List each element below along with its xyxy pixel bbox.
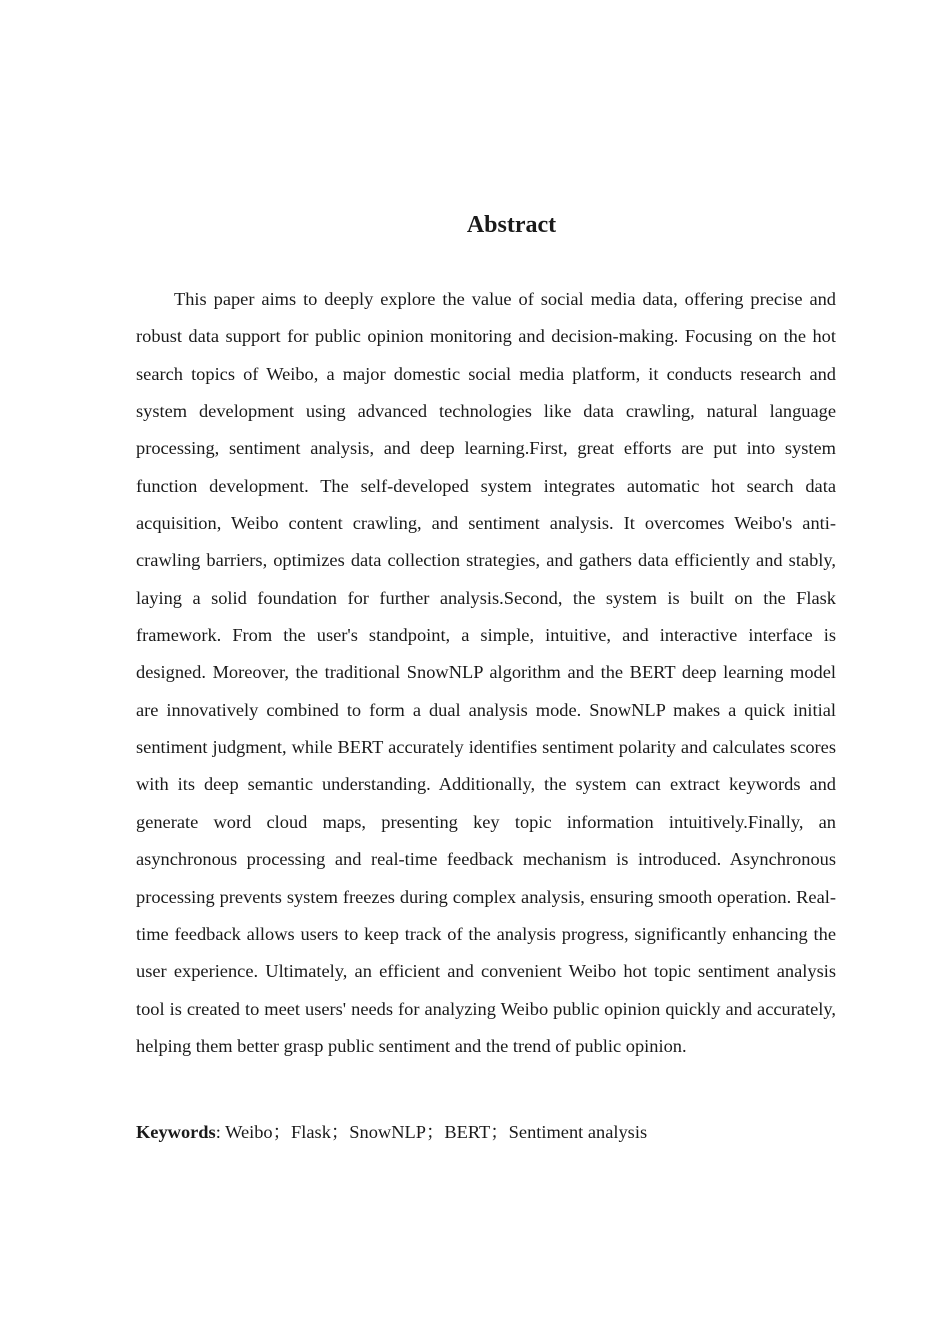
keyword-item: Weibo bbox=[225, 1122, 273, 1142]
keyword-item: Sentiment analysis bbox=[508, 1122, 648, 1142]
keywords-colon: : bbox=[215, 1122, 226, 1142]
keyword-separator: ； bbox=[330, 1122, 350, 1142]
keywords-line bbox=[136, 1115, 836, 1149]
keyword-item: BERT bbox=[444, 1122, 491, 1142]
keyword-item: Flask bbox=[291, 1122, 331, 1142]
keyword-separator: ； bbox=[425, 1122, 445, 1142]
keyword-item: SnowNLP bbox=[349, 1122, 426, 1142]
keyword-separator: ； bbox=[490, 1122, 509, 1142]
keywords-label: Keywords bbox=[136, 1122, 216, 1142]
abstract-body: This paper aims to deeply explore the value of social media data, offering precise and robust data support for public opinion monitoring and decision-making. Focusing on the hot search topics of Weibo, a major domestic social media platform, it conducts research and system development using advanced technologies like data crawling, natural language processing, sentiment analysis, and deep learning.First, great efforts are put into system function development. The self-developed system integrates automatic hot search data acquisition, Weibo content crawling, and sentiment analysis. It overcomes Weibo's anti-crawling barriers, optimizes data collection strategies, and gathers data efficiently and stably, laying a solid foundation for further analysis.Second, the system is built on the Flask framework. From the user's standpoint, a simple, intuitive, and interactive interface is designed. Moreover, the traditional SnowNLP algorithm and the BERT deep learning model are innovatively combined to form a dual analysis mode. SnowNLP makes a quick initial sentiment judgment, while BERT accurately identifies sentiment polarity and calculates scores with its deep semantic understanding. Additionally, the system can extract keywords and generate word cloud maps, presenting key topic information intuitively.Finally, an asynchronous processing and real-time feedback mechanism is introduced. Asynchronous processing prevents system freezes during complex analysis, ensuring smooth operation. Real-time feedback allows users to keep track of the analysis progress, significantly enhancing the user experience. Ultimately, an efficient and convenient Weibo hot topic sentiment analysis tool is created to meet users' needs for analyzing Weibo public opinion quickly and accurately, helping them better grasp public sentiment and the trend of public opinion. bbox=[136, 289, 836, 1056]
abstract-title: Abstract bbox=[466, 212, 557, 238]
keyword-separator: ； bbox=[272, 1122, 292, 1142]
